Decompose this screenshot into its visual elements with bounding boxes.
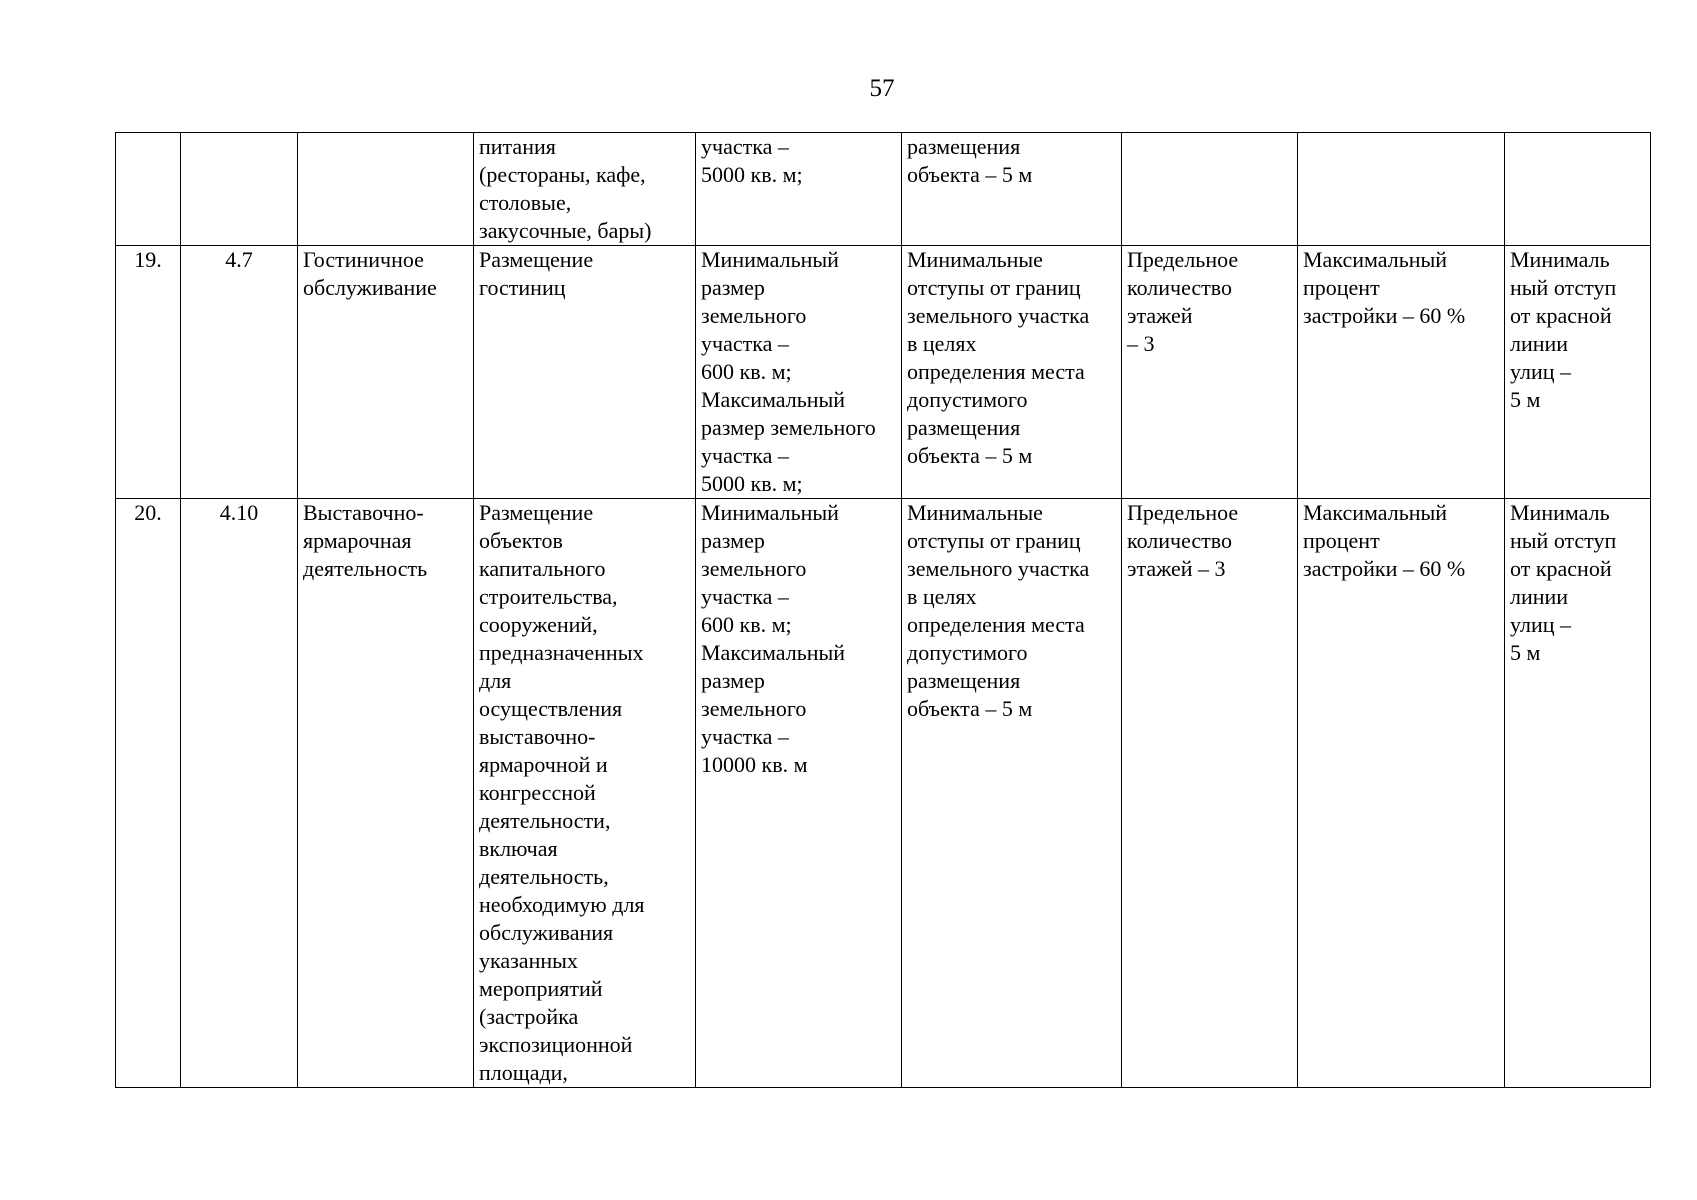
red-line-cell [1505, 133, 1651, 246]
row-number-cell: 20. [116, 499, 181, 1088]
coverage-cell: Максимальный процент застройки – 60 % [1298, 246, 1505, 499]
setbacks-cell: Минимальные отступы от границ земельного участка в целях определения места допустимого размещения объекта – 5 м [902, 246, 1122, 499]
coverage-cell: Максимальный процент застройки – 60 % [1298, 499, 1505, 1088]
red-line-cell: Минималь ный отступ от красной линии улиц – 5 м [1505, 499, 1651, 1088]
table-row [116, 246, 1651, 499]
description-cell: Размещение гостиниц [474, 246, 696, 499]
floors-cell: Предельное количество этажей – 3 [1122, 499, 1298, 1088]
floors-cell: Предельное количество этажей – 3 [1122, 246, 1298, 499]
use-name-cell: Выставочно- ярмарочная деятельность [298, 499, 474, 1088]
page-number: 57 [869, 75, 895, 102]
code-cell: 4.10 [181, 499, 298, 1088]
description-cell: питания (рестораны, кафе, столовые, закусочные, бары) [474, 133, 696, 246]
setbacks-cell: размещения объекта – 5 м [902, 133, 1122, 246]
code-cell: 4.7 [181, 246, 298, 499]
plot-size-cell: участка – 5000 кв. м; [696, 133, 902, 246]
table-row [116, 499, 1651, 1088]
row-number-cell [116, 133, 181, 246]
use-name-cell: Гостиничное обслуживание [298, 246, 474, 499]
setbacks-cell: Минимальные отступы от границ земельного участка в целях определения места допустимого размещения объекта – 5 м [902, 499, 1122, 1088]
table-row [116, 133, 1651, 246]
plot-size-cell: Минимальный размер земельного участка – 600 кв. м; Максимальный размер земельного участка – 10000 кв. м [696, 499, 902, 1088]
use-name-cell [298, 133, 474, 246]
description-cell: Размещение объектов капитального строительства, сооружений, предназначенных для осуществления выставочно- ярмарочной и конгрессной деятельности, включая деятельность, необходимую для обслуживания указанных мероприятий (застройка экспозиционной площади, [474, 499, 696, 1088]
coverage-cell [1298, 133, 1505, 246]
land-use-table [115, 132, 1651, 1088]
plot-size-cell: Минимальный размер земельного участка – 600 кв. м; Максимальный размер земельного участка – 5000 кв. м; [696, 246, 902, 499]
red-line-cell: Минималь ный отступ от красной линии улиц – 5 м [1505, 246, 1651, 499]
code-cell [181, 133, 298, 246]
row-number-cell: 19. [116, 246, 181, 499]
floors-cell [1122, 133, 1298, 246]
